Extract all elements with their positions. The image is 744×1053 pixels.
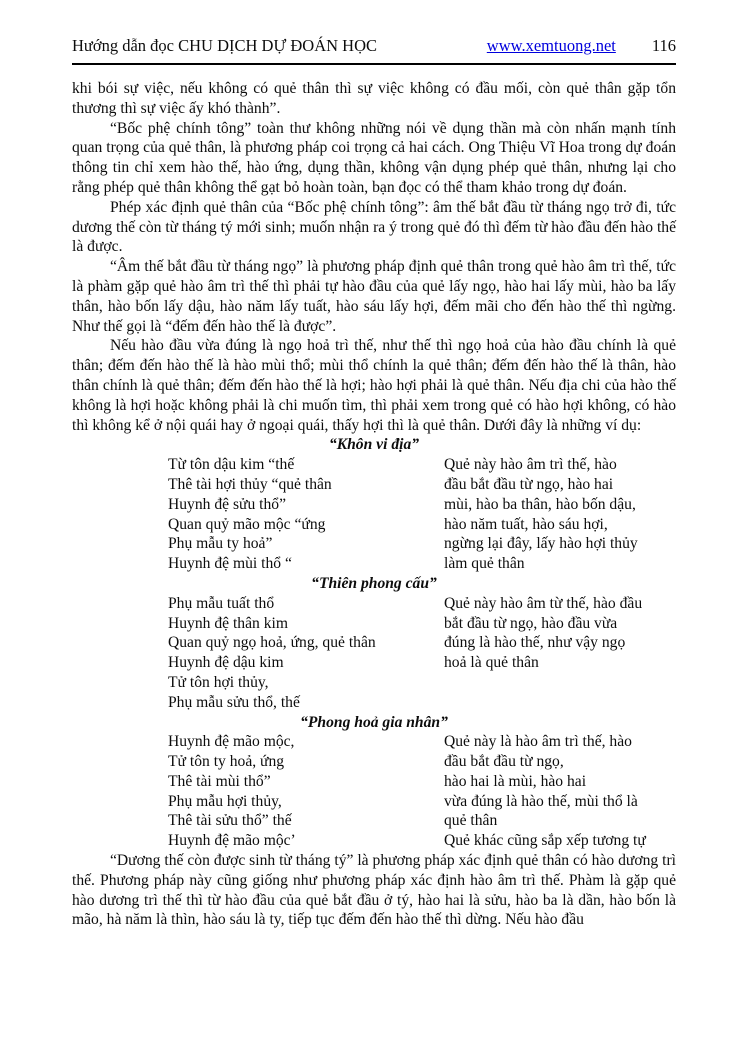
example-columns <box>72 732 676 851</box>
hexagram-line: Huynh đệ sửu thổ” <box>168 495 287 513</box>
page-body <box>72 79 676 930</box>
explanation-line: làm quẻ thân <box>444 555 525 573</box>
example-phong-hoa-gia-nhan <box>72 713 676 852</box>
hexagram-lines-column <box>168 594 444 713</box>
example-heading: “Phong hoả gia nhân” <box>300 713 448 731</box>
hexagram-line: Phụ mẫu tuất thổ <box>168 594 275 612</box>
hexagram-line: Huynh đệ mão mộc, <box>168 733 295 751</box>
explanation-column <box>444 594 676 713</box>
explanation-column <box>444 455 676 574</box>
example-heading: “Khôn vi địa” <box>328 436 420 454</box>
hexagram-lines-column <box>168 455 444 574</box>
hexagram-lines-column <box>168 732 444 851</box>
explanation-line: Quẻ khác cũng sắp xếp tương tự <box>444 832 646 850</box>
header-title: Hướng dẫn đọc CHU DỊCH DỰ ĐOÁN HỌC <box>72 36 377 55</box>
explanation-line: hoả là quẻ thân <box>444 654 539 672</box>
hexagram-line: Từ tôn dậu kim “thế <box>168 456 295 474</box>
header-right <box>487 36 676 56</box>
example-columns <box>72 455 676 574</box>
paragraph-duong-the: “Dương thế còn được sinh từ tháng tý” là phương pháp xác định quẻ thân có hào dương trì thế. Phương pháp này cũng giống như phương pháp xác định hào âm trì thế. Phàm là gặp quẻ hào dương trì thế thì từ hào đầu của quẻ bắt đầu ở tý, hào hai là sửu, hào ba là dần, hào bốn là mão, hà năm là thìn, hào sáu là ty, tiếp tục đếm đến hào thế thì dừng. Nếu hào đầu <box>72 852 676 929</box>
explanation-line: đầu bắt đầu từ ngọ, <box>444 753 564 771</box>
explanation-line: đầu bắt đầu từ ngọ, hào hai <box>444 475 614 493</box>
hexagram-line: Quan quỷ ngọ hoả, ứng, quẻ thân <box>168 634 376 652</box>
example-heading: “Thiên phong cấu” <box>311 574 437 592</box>
explanation-line: ngừng lại đây, lấy hào hợi thủy <box>444 535 638 553</box>
hexagram-line: Huynh đệ mùi thổ “ <box>168 555 292 573</box>
explanation-line: mùi, hào ba thân, hào bốn dậu, <box>444 495 636 513</box>
hexagram-line: Thê tài mùi thổ” <box>168 772 271 790</box>
paragraph-neu-hao-dau: Nếu hào đầu vừa đúng là ngọ hoả trì thế, như thế thì ngọ hoả của hào đầu chính là quẻ thân; đếm đến hào thế là hào mùi thổ; mùi thổ chính la quẻ thân; đếm đến hào thế là thân, hào thân chính là quẻ thân; đếm đến hào thế là hợi; hào hợi phải là quẻ thân. Nếu địa chi của hào thế không là hợi hoặc không phải là chi muốn tìm, thì phải xem trong quẻ có hào hợi không, có hào thì không kể ở nội quái hay ở ngoại quái, thấy hợi thì là quẻ thân. Dưới đây là những ví dụ: <box>72 337 676 434</box>
explanation-line: quẻ thân <box>444 812 498 830</box>
paragraph-am-the: “Âm thế bắt đầu từ tháng ngọ” là phương pháp định quẻ thân trong quẻ hào âm trì thế, tức là phàm gặp quẻ hào âm trì thế thì phải tự hào đầu của quẻ lấy ngọ, hào hai lấy mùi, hào ba lấy thân, hào bốn lấy dậu, hào năm lấy tuất, hào sáu lấy hợi, đếm mãi cho đến hào thế thì ngừng. Như thế gọi là “đếm đến hào thế là được”. <box>72 258 676 335</box>
hexagram-line: Thê tài sửu thổ” thế <box>168 812 292 830</box>
explanation-line: hào hai là mùi, hào hai <box>444 772 587 790</box>
header-divider <box>72 63 676 65</box>
explanation-column <box>444 732 676 851</box>
paragraph-phep-xac-dinh: Phép xác định quẻ thân của “Bốc phệ chính tông”: âm thế bắt đầu từ tháng ngọ trở đi, tức dương thế còn từ tháng tý mới sinh; muốn nhận ra ý trong quẻ đó thì đếm từ hào đầu đến hào thế là được. <box>72 198 676 256</box>
page-header <box>72 36 676 56</box>
explanation-line: Quẻ này hào âm từ thế, hào đầu <box>444 594 643 612</box>
explanation-line: hào năm tuất, hào sáu hợi, <box>444 515 608 533</box>
hexagram-line: Huynh đệ mão mộc’ <box>168 832 296 850</box>
hexagram-line: Tử tôn ty hoả, ứng <box>168 753 285 771</box>
example-thien-phong-cau <box>72 574 676 713</box>
hexagram-line: Huynh đệ thân kim <box>168 614 288 632</box>
explanation-line: Quẻ này hào âm trì thế, hào <box>444 456 617 474</box>
explanation-line: đúng là hào thế, như vậy ngọ <box>444 634 626 652</box>
paragraph-continuation: khi bói sự việc, nếu không có quẻ thân thì sự việc không có đầu mối, còn quẻ thân gặp tổn thương thì sự việc ấy khó thành”. <box>72 80 676 117</box>
example-khon-vi-dia <box>72 435 676 574</box>
hexagram-line: Quan quỷ mão mộc “ứng <box>168 515 326 533</box>
hexagram-line: Thê tài hợi thủy “quẻ thân <box>168 475 332 493</box>
explanation-line: vừa đúng là hào thế, mùi thổ là <box>444 792 638 810</box>
website-link[interactable]: www.xemtuong.net <box>486 36 616 55</box>
explanation-line: Quẻ này là hào âm trì thế, hào <box>444 733 632 751</box>
explanation-line: bắt đầu từ ngọ, hào đầu vừa <box>444 614 618 632</box>
hexagram-line: Tử tôn hợi thủy, <box>168 673 269 691</box>
hexagram-line: Huynh đệ dậu kim <box>168 654 284 672</box>
hexagram-line: Phụ mẫu ty hoả” <box>168 535 273 553</box>
hexagram-line: Phụ mẫu hợi thủy, <box>168 792 282 810</box>
hexagram-line: Phụ mẫu sửu thổ, thế <box>168 693 300 711</box>
paragraph-boc-phe-chinh-tong: “Bốc phệ chính tông” toàn thư không những nói về dụng thần mà còn nhấn mạnh tính quan trọng của quẻ thân, là phương pháp coi trọng cả hai cách. Ong Thiệu Vĩ Hoa trong dự đoán thông tin chỉ xem hào thế, hào ứng, dụng thần, không vận dụng phép quẻ thân, nhưng lại cho rằng phép quẻ thân không thể gạt bỏ hoàn toàn, bạn đọc có thể tham khảo trong dự đoán. <box>72 119 676 196</box>
page-number: 116 <box>651 36 676 55</box>
example-columns <box>72 594 676 713</box>
